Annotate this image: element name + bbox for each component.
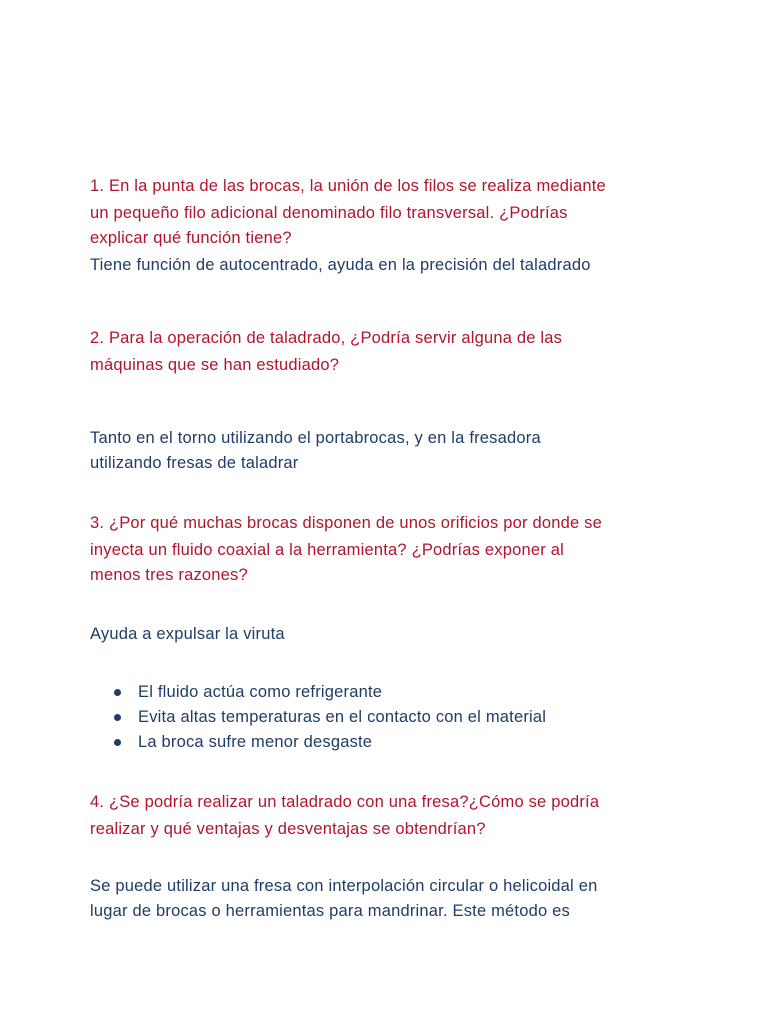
question-1-line-3: explicar qué función tiene? bbox=[90, 229, 292, 247]
list-item-text: El fluido actúa como refrigerante bbox=[138, 683, 383, 701]
question-1-line-1: 1. En la punta de las brocas, la unión de los filos se realiza mediante bbox=[90, 177, 606, 195]
question-3-line-1: 3. ¿Por qué muchas brocas disponen de unos orificios por donde se bbox=[90, 514, 602, 532]
answer-2-line-1: Tanto en el torno utilizando el portabrocas, y en la fresadora bbox=[90, 429, 541, 447]
question-3-line-2: inyecta un fluido coaxial a la herramienta? ¿Podrías exponer al bbox=[90, 541, 564, 559]
bullet-dot-icon bbox=[114, 739, 121, 746]
answer-1-line-1: Tiene función de autocentrado, ayuda en la precisión del taladrado bbox=[90, 256, 591, 274]
answer-4-line-2: lugar de brocas o herramientas para mandrinar. Este método es bbox=[90, 902, 570, 920]
answer-4-line-1: Se puede utilizar una fresa con interpolación circular o helicoidal en bbox=[90, 877, 598, 895]
bullet-dot-icon bbox=[114, 714, 121, 721]
question-1-line-2: un pequeño filo adicional denominado filo transversal. ¿Podrías bbox=[90, 204, 568, 222]
question-2-line-2: máquinas que se han estudiado? bbox=[90, 356, 340, 374]
bullet-dot-icon bbox=[114, 689, 121, 696]
answer-3-intro: Ayuda a expulsar la viruta bbox=[90, 625, 285, 643]
list-item-text: La broca sufre menor desgaste bbox=[138, 733, 373, 751]
question-4-line-1: 4. ¿Se podría realizar un taladrado con una fresa?¿Cómo se podría bbox=[90, 793, 600, 811]
answer-2-line-2: utilizando fresas de taladrar bbox=[90, 454, 299, 472]
list-item-text: Evita altas temperaturas en el contacto con el material bbox=[138, 708, 547, 726]
question-3-line-3: menos tres razones? bbox=[90, 566, 248, 584]
question-4-line-2: realizar y qué ventajas y desventajas se obtendrían? bbox=[90, 820, 486, 838]
question-2-line-1: 2. Para la operación de taladrado, ¿Podría servir alguna de las bbox=[90, 329, 563, 347]
